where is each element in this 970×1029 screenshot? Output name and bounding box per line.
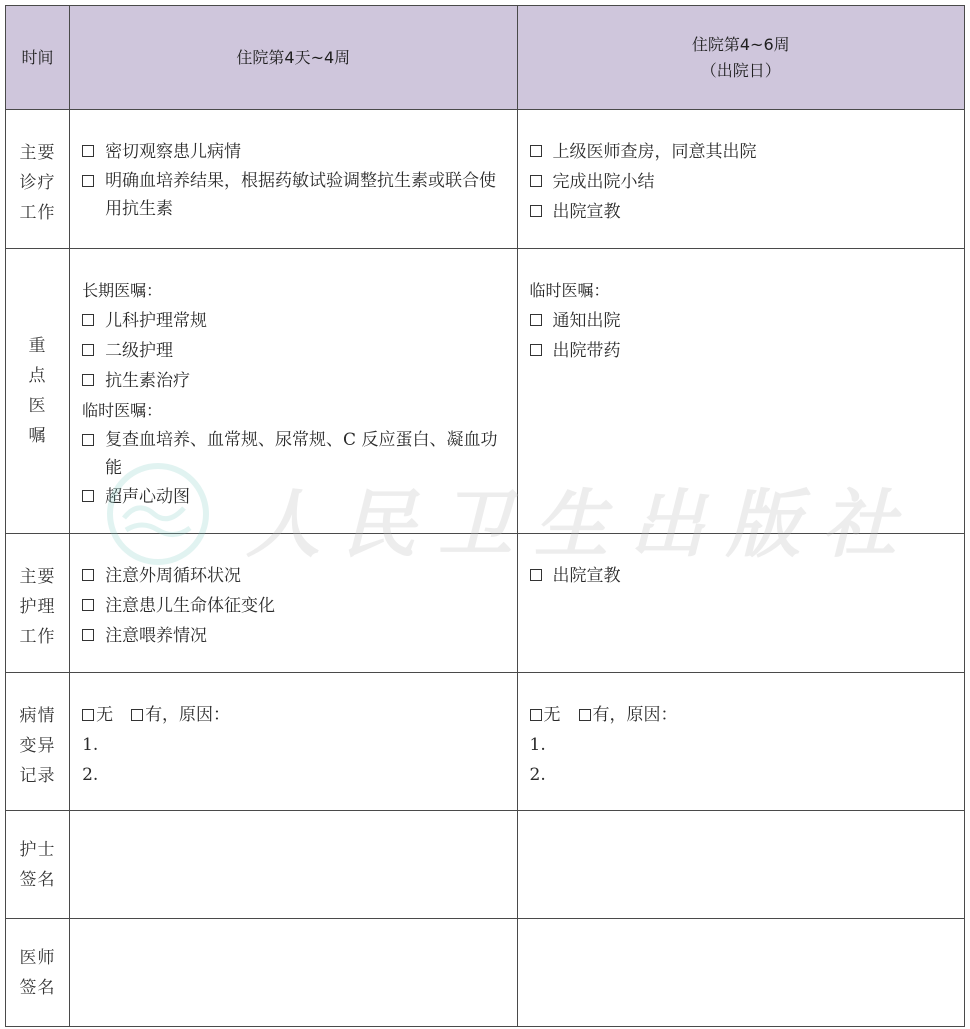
header-row — [6, 6, 965, 110]
checklist-item[interactable] — [82, 482, 504, 512]
item-text: 通知出院 — [552, 311, 621, 331]
nurse-signature-field-a[interactable] — [70, 811, 517, 919]
option-text: 有，原因： — [592, 705, 678, 725]
checklist-item[interactable] — [530, 306, 952, 336]
variation-yes-option[interactable] — [131, 700, 230, 730]
variation-none-option[interactable] — [530, 700, 561, 730]
checkbox[interactable] — [82, 629, 94, 641]
item-text: 抗生素治疗 — [105, 371, 191, 391]
checklist-item[interactable] — [82, 591, 504, 621]
checklist-item[interactable] — [82, 137, 504, 167]
item-text: 完成出院小结 — [552, 172, 655, 192]
time-header: 时间 — [6, 6, 70, 110]
item-text: 明确血培养结果，根据药敏试验调整抗生素或联合使用抗生素 — [105, 171, 497, 219]
checkbox[interactable] — [82, 344, 94, 356]
col-b-header-line1: 住院第4~6周 — [691, 34, 790, 54]
row-label-cell — [6, 249, 70, 534]
temporary-orders-heading: 临时医嘱： — [529, 281, 610, 300]
checklist-item[interactable] — [82, 167, 504, 223]
row-label-cell — [6, 673, 70, 811]
checklist-item[interactable] — [530, 336, 952, 366]
watermark-text: 人民卫生出版社 — [246, 482, 918, 568]
col-b-header — [517, 6, 964, 110]
doctor-signature-field-a[interactable] — [70, 919, 517, 1027]
checklist-item[interactable] — [82, 561, 504, 591]
checkbox[interactable] — [82, 569, 94, 581]
checkbox[interactable] — [530, 145, 542, 157]
row-label-variation: 病情变异记录 — [19, 706, 56, 786]
row-doctor-signature — [6, 919, 965, 1027]
row-label-cell — [6, 534, 70, 673]
checkbox[interactable] — [530, 205, 542, 217]
temporary-orders-heading: 临时医嘱： — [82, 401, 163, 420]
row-nurse-signature — [6, 811, 965, 919]
row-label-nurse-sign: 护士签名 — [19, 840, 56, 890]
variation-col-a — [70, 673, 517, 811]
orders-col-b — [517, 249, 964, 534]
checklist-item[interactable] — [530, 167, 952, 197]
checkbox[interactable] — [579, 709, 591, 721]
row-label-orders: 重点医嘱 — [28, 336, 47, 446]
checkbox[interactable] — [530, 175, 542, 187]
option-text: 无 — [543, 705, 561, 725]
row-label-cell — [6, 811, 70, 919]
clinical-pathway-table — [5, 5, 965, 1027]
checklist-item[interactable] — [530, 137, 952, 167]
item-text: 儿科护理常规 — [105, 311, 208, 331]
checklist-item[interactable] — [82, 366, 504, 396]
long-term-orders-heading: 长期医嘱： — [82, 281, 163, 300]
checkbox[interactable] — [530, 709, 542, 721]
item-text: 上级医师查房，同意其出院 — [552, 142, 757, 162]
checkbox[interactable] — [82, 314, 94, 326]
variation-line-1[interactable]: 1. — [82, 735, 99, 755]
item-text: 注意喂养情况 — [105, 626, 208, 646]
item-text: 注意患儿生命体征变化 — [105, 596, 276, 616]
checkbox[interactable] — [82, 145, 94, 157]
row-label-diagnosis: 主要诊疗工作 — [19, 143, 56, 223]
checklist-item[interactable] — [82, 306, 504, 336]
checkbox[interactable] — [82, 490, 94, 502]
item-text: 二级护理 — [105, 341, 174, 361]
variation-line-2[interactable]: 2. — [529, 765, 546, 785]
variation-none-option[interactable] — [82, 700, 113, 730]
item-text: 复查血培养、血常规、尿常规、C 反应蛋白、凝血功能 — [105, 430, 498, 478]
variation-col-b — [517, 673, 964, 811]
row-orders — [6, 249, 965, 534]
row-label-doctor-sign: 医师签名 — [19, 948, 56, 998]
nursing-col-b — [517, 534, 964, 673]
checkbox[interactable] — [530, 344, 542, 356]
checklist-item[interactable] — [82, 426, 504, 482]
diagnosis-col-b — [517, 110, 964, 249]
item-text: 注意外周循环状况 — [105, 566, 242, 586]
row-nursing — [6, 534, 965, 673]
item-text: 出院宣教 — [552, 202, 621, 222]
col-b-header-line2: （出院日） — [700, 60, 781, 80]
item-text: 超声心动图 — [105, 487, 191, 507]
checklist-item[interactable] — [530, 561, 952, 591]
item-text: 出院宣教 — [552, 566, 621, 586]
checkbox[interactable] — [82, 175, 94, 187]
row-diagnosis — [6, 110, 965, 249]
checkbox[interactable] — [82, 374, 94, 386]
checklist-item[interactable] — [82, 621, 504, 651]
variation-line-1[interactable]: 1. — [529, 735, 546, 755]
nurse-signature-field-b[interactable] — [517, 811, 964, 919]
row-label-cell — [6, 110, 70, 249]
orders-col-a — [70, 249, 517, 534]
checkbox[interactable] — [82, 434, 94, 446]
variation-options — [82, 700, 504, 730]
variation-options — [530, 700, 952, 730]
checkbox[interactable] — [530, 569, 542, 581]
checklist-item[interactable] — [82, 336, 504, 366]
variation-yes-option[interactable] — [579, 700, 678, 730]
checkbox[interactable] — [82, 709, 94, 721]
checkbox[interactable] — [131, 709, 143, 721]
row-label-nursing: 主要护理工作 — [19, 567, 56, 647]
checkbox[interactable] — [530, 314, 542, 326]
col-a-header-text: 住院第4天~4周 — [236, 47, 351, 67]
item-text: 出院带药 — [552, 341, 621, 361]
nursing-col-a — [70, 534, 517, 673]
doctor-signature-field-b[interactable] — [517, 919, 964, 1027]
option-text: 无 — [96, 705, 114, 725]
checklist-item[interactable] — [530, 197, 952, 227]
variation-line-2[interactable]: 2. — [82, 765, 99, 785]
item-text: 密切观察患儿病情 — [105, 142, 242, 162]
option-text: 有，原因： — [145, 705, 231, 725]
col-a-header — [70, 6, 517, 110]
row-variation — [6, 673, 965, 811]
row-label-cell — [6, 919, 70, 1027]
checkbox[interactable] — [82, 599, 94, 611]
diagnosis-col-a — [70, 110, 517, 249]
